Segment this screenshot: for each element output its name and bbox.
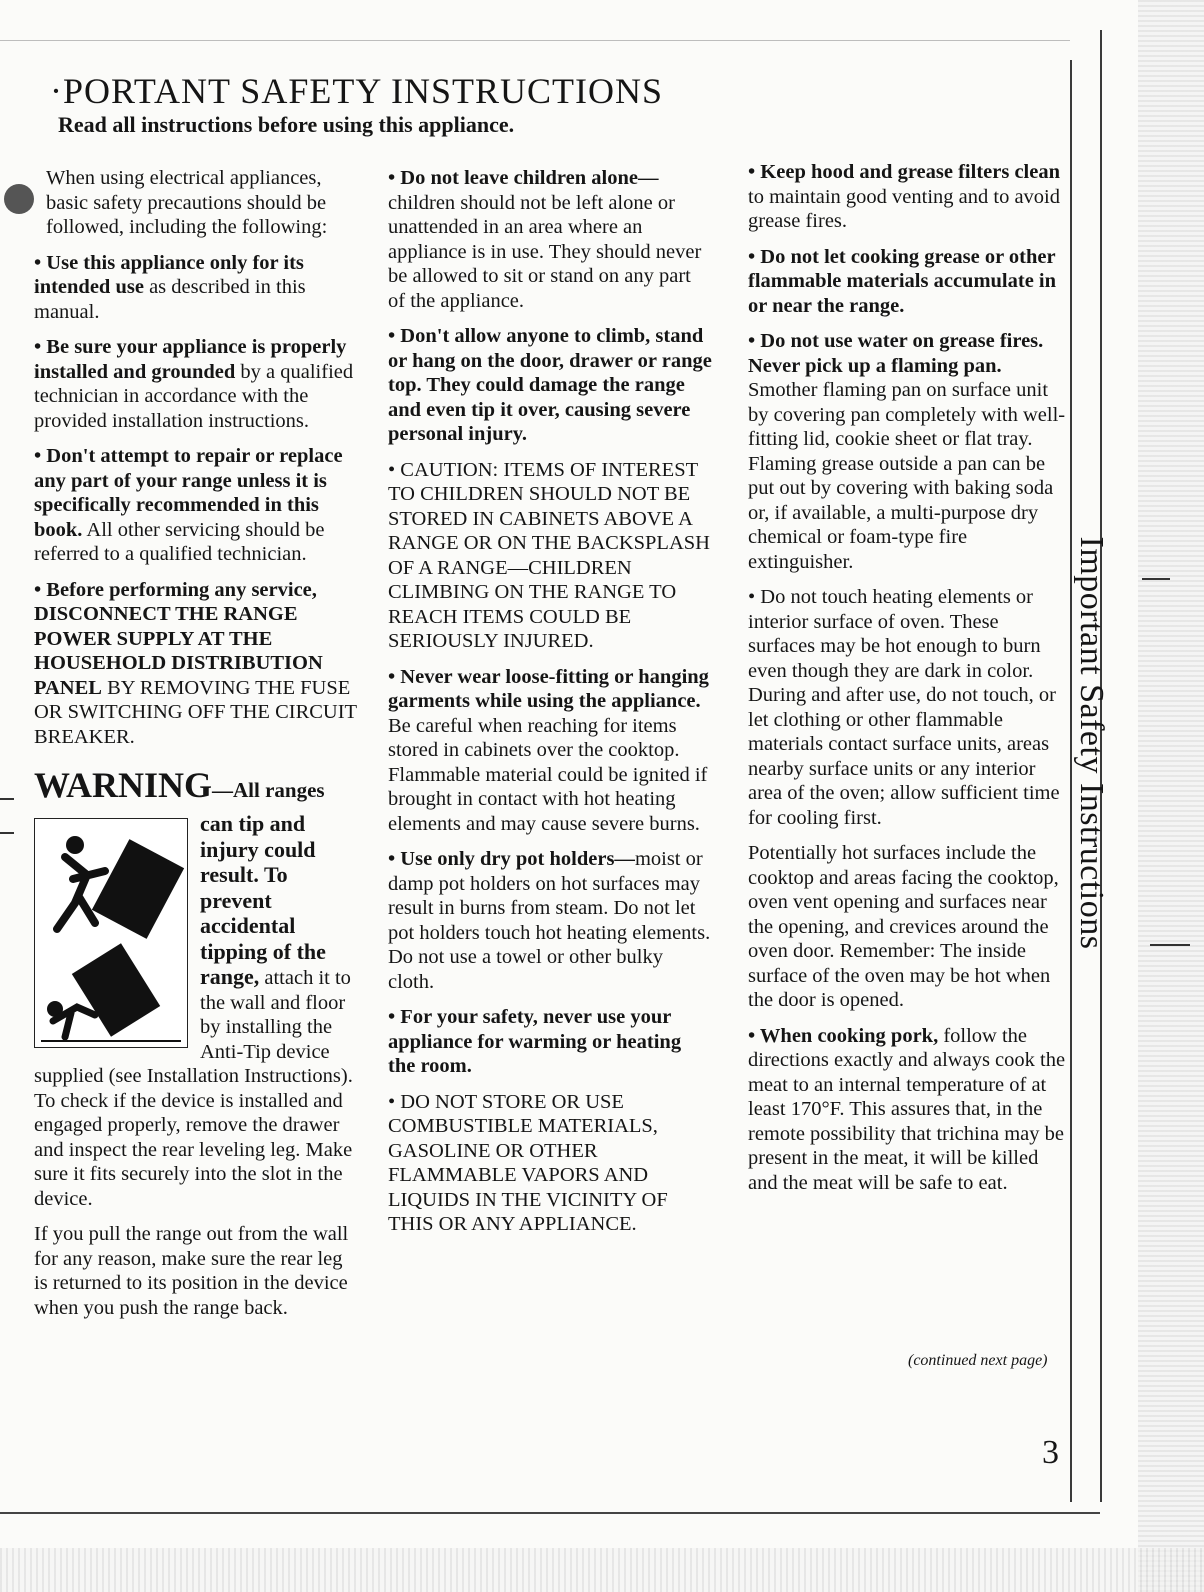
instruction-bold: • Don't attempt to repair or replace any part of your range unless it is specifically recommended in this book. [34, 445, 343, 541]
warning-subhead: —All ranges [212, 778, 325, 802]
instruction-item [748, 329, 1066, 574]
column-3 [748, 160, 1066, 1206]
binding-hole [4, 184, 34, 214]
bottom-rule [0, 1512, 1100, 1514]
scan-bottom-texture [0, 1548, 1204, 1592]
warning-word: WARNING [34, 765, 213, 805]
instruction-text: follow the directions exactly and always cook the meat to an internal temperature of at least 170°F. This assures that, in the remote possibility that trichina may be present in the meat, it will be killed and the meat will be safe to eat. [748, 1024, 1066, 1194]
instruction-text: All other servicing should be referred to a qualified technician. [34, 518, 325, 565]
instruction-text: BY REMOVING THE FUSE OR SWITCHING OFF THE CIRCUIT BREAKER. [34, 676, 357, 748]
instruction-item: • DO NOT STORE OR USE COMBUSTIBLE MATERIALS, GASOLINE OR OTHER FLAMMABLE VAPORS AND LIQUIDS IN THE VICINITY OF THIS OR ANY APPLIANCE. [388, 1090, 668, 1235]
instruction-text: as described in this manual. [34, 276, 306, 323]
instruction-text: children should not be left alone or unattended in an area where an appliance is in use. They should never be allowed to sit or stand on any part of the appliance. [388, 191, 702, 312]
page-subtitle: Read all instructions before using this appliance. [58, 112, 515, 137]
instruction-bold: • Do not use water on grease fires. Never pick up a flaming pan. [748, 330, 1044, 377]
instruction-item [34, 251, 359, 325]
instruction-item: • For your safety, never use your appliance for warming or heating the room. [388, 1006, 682, 1077]
margin-tick [1150, 944, 1190, 946]
instruction-bold: • Do not leave children alone— [388, 167, 659, 189]
instruction-item [34, 578, 359, 750]
instruction-item: • Do not touch heating elements or interior surface of oven. These surfaces may be hot enough to burn even though they are dark in color. During and after use, do not touch, or let clothing or other flammable materials contact surface units, areas nearby surface units or any interior area of the oven; allow sufficient time for cooling first. [748, 586, 1060, 829]
instruction-text: Be careful when reaching for items stored in cabinets over the cooktop. Flammable material could be ignited if brought in contact with hot heating elements and may cause severe burns. [388, 714, 708, 835]
tip-over-illustration-icon [34, 818, 188, 1048]
warning-followup: If you pull the range out from the wall for any reason, make sure the rear leg is returned to its position in the device when you push the range back. [34, 1223, 349, 1319]
instruction-bold: • Before performing any service, DISCONNECT THE RANGE POWER SUPPLY AT THE HOUSEHOLD DISTRIBUTION PANEL [34, 578, 323, 699]
column-2 [388, 166, 713, 1248]
warning-text: attach it to the wall and floor by installing the Anti-Tip device supplied (see Installation Instructions). To check if the device is installed and engaged properly, remove the drawer and inspect the rear leveling leg. Make sure it fits securely into the slot in the device. [34, 967, 353, 1210]
side-tab [1068, 518, 1114, 968]
instruction-item: • Don't allow anyone to climb, stand or hang on the door, drawer or range top. They could damage the range and even tip it over, causing severe personal injury. [388, 325, 712, 445]
margin-tick [0, 798, 14, 800]
continued-note: (continued next page) [908, 1352, 1048, 1369]
instruction-item [34, 444, 359, 567]
instruction-text: by a qualified technician in accordance with the provided installation instructions. [34, 360, 354, 432]
instruction-item [388, 665, 713, 837]
side-tab-label: Important Safety Instructions [1073, 536, 1110, 950]
instruction-item: • Do not let cooking grease or other flammable materials accumulate in or near the range. [748, 245, 1057, 317]
column-1 [34, 166, 359, 1331]
page-title: ·PORTANT SAFETY INSTRUCTIONS [50, 71, 663, 111]
scan-edge-texture [1138, 0, 1204, 1592]
instruction-text: Smother flaming pan on surface unit by covering pan completely with well-fitting lid, cookie sheet or flat tray. Flaming grease outside a pan can be put out by covering with baking soda or, if available, a multi-purpose dry chemical or foam-type fire extinguisher. [748, 379, 1066, 573]
instruction-item [34, 335, 359, 433]
instruction-bold: • Use this appliance only for its intended use [34, 251, 304, 298]
warning-block [34, 812, 359, 1211]
top-rule [0, 40, 1070, 41]
instruction-bold: • Keep hood and grease filters clean [748, 161, 1060, 183]
intro-paragraph: When using electrical appliances, basic safety precautions should be followed, including the following: [46, 167, 328, 238]
instruction-text: moist or damp pot holders on hot surfaces may result in burns from steam. Do not let pot holders touch hot heating elements. Do not use a towel or other bulky cloth. [388, 848, 711, 993]
instruction-item [388, 847, 713, 994]
warning-bold-text: can tip and injury could result. To prevent accidental tipping of the range, [200, 811, 326, 989]
margin-tick [1142, 578, 1170, 580]
page-number: 3 [1042, 1434, 1059, 1471]
margin-tick [0, 832, 14, 834]
instruction-item: Potentially hot surfaces include the cooktop and areas facing the cooktop, oven vent opening and surfaces near the opening, and crevices around the oven door. Remember: The inside surface of the oven may be hot when the door is opened. [748, 842, 1059, 1011]
caution-item: • CAUTION: ITEMS OF INTEREST TO CHILDREN SHOULD NOT BE STORED IN CABINETS ABOVE A RANGE OR ON THE BACKSPLASH OF A RANGE—CHILDREN CLIMBING ON THE RANGE TO REACH ITEMS COULD BE SERIOUSLY INJURED. [388, 458, 710, 652]
instruction-item [748, 1024, 1066, 1196]
instruction-bold: • When cooking pork, [748, 1024, 939, 1047]
instruction-bold: • Use only dry pot holders— [388, 848, 635, 870]
instruction-item [388, 166, 713, 313]
instruction-item [748, 160, 1066, 234]
instruction-text: to maintain good venting and to avoid grease fires. [748, 185, 1061, 232]
warning-heading [34, 765, 359, 810]
instruction-bold: • Never wear loose-fitting or hanging garments while using the appliance. [388, 665, 709, 712]
instruction-bold: • Be sure your appliance is properly installed and grounded [34, 336, 347, 383]
